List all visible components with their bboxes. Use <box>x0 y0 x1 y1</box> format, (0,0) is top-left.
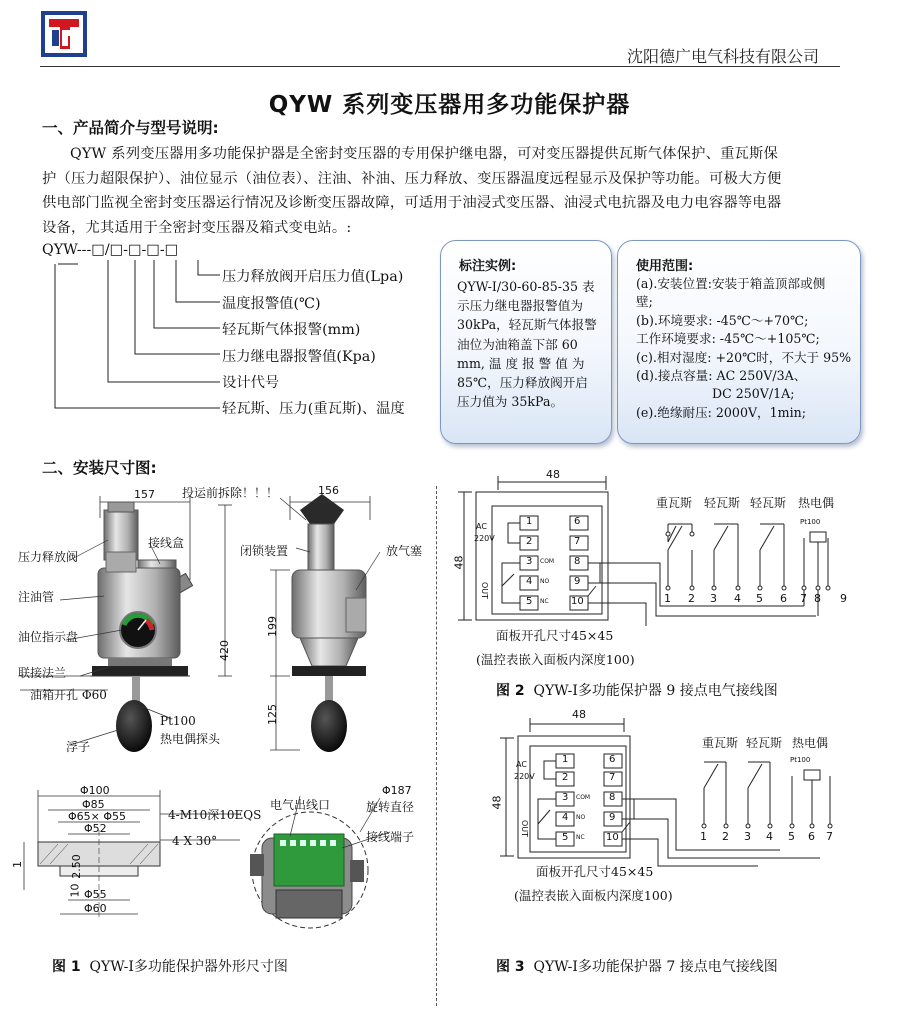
usage-line: (e).绝缘耐压: 2000V，1min; <box>636 404 806 420</box>
fig2-term-7: 7 <box>574 536 581 547</box>
fig3-pin-2: 2 <box>722 830 729 843</box>
fig3-nc: NC <box>576 834 585 841</box>
fig2-term-2: 2 <box>526 536 533 547</box>
label-oil-gauge: 油位指示盘 <box>18 630 79 644</box>
dim-d100: Φ100 <box>80 784 110 797</box>
dim-125: 125 <box>266 704 279 725</box>
fig3-pt100: Pt100 <box>790 756 811 764</box>
usage-line: 壁; <box>636 294 653 310</box>
label-tank-hole: 油箱开孔 Φ60 <box>30 688 107 702</box>
fig3-term-5: 5 <box>562 832 569 843</box>
example-box <box>440 240 612 444</box>
fig2-term-5: 5 <box>526 596 533 607</box>
figure1-title: QYW-Ⅰ多功能保护器外形尺寸图 <box>89 959 288 975</box>
figure2-caption <box>496 680 778 700</box>
usage-line: 工作环境要求: -45℃～+105℃; <box>636 331 820 347</box>
fig3-switch-heavy-gas: 重瓦斯 <box>702 736 739 750</box>
fig2-switch-heavy-gas: 重瓦斯 <box>656 496 693 510</box>
fig3-220v-label: 220V <box>514 772 535 781</box>
fig3-term-1: 1 <box>562 754 569 765</box>
fig2-panel-note: 面板开孔尺寸45×45 <box>496 628 614 643</box>
figure3-number: 图 3 <box>496 959 525 975</box>
fig2-no: NO <box>540 578 550 585</box>
fig2-term-9: 9 <box>574 576 581 587</box>
fig3-term-10: 10 <box>606 832 619 843</box>
fig3-term-3: 3 <box>562 792 569 803</box>
fig2-term-1: 1 <box>526 516 533 527</box>
dim-d60: Φ60 <box>84 902 107 915</box>
fig2-pin-1: 1 <box>664 592 671 605</box>
label-flange: 联接法兰 <box>18 666 67 680</box>
figure2 <box>446 466 866 706</box>
fig3-com: COM <box>576 794 591 801</box>
fig2-pin-9: 9 <box>840 592 847 605</box>
figure3-wiring-diagram <box>446 706 866 876</box>
dim-2-50: 2.50 <box>69 854 83 879</box>
fig3-depth-note: (温控表嵌入面板内深度100) <box>514 888 673 903</box>
fig3-panel-note: 面板开孔尺寸45×45 <box>536 864 654 879</box>
example-line: mm, 温 度 报 警 值 为 <box>457 355 585 371</box>
legend-item-pressure-relay: 压力继电器报警值(Kpa) <box>222 349 376 365</box>
legend-item-relief-pressure: 压力释放阀开启压力值(Lpa) <box>222 269 404 285</box>
fig2-com: COM <box>540 558 555 565</box>
fig2-width-dim: 48 <box>546 468 560 481</box>
fig2-switch-light-gas-2: 轻瓦斯 <box>750 496 787 510</box>
fig2-height-dim: 48 <box>452 555 466 570</box>
dim-10: 10 <box>68 883 82 898</box>
label-probe: 热电偶探头 <box>160 732 221 746</box>
label-bolt-angle: 4 X 30° <box>172 834 218 848</box>
label-cable-outlet: 电气出线口 <box>270 798 331 812</box>
legend-item-light-gas: 轻瓦斯气体报警(mm) <box>222 322 361 338</box>
page-title: QYW 系列变压器用多功能保护器 <box>268 92 631 118</box>
fig2-depth-note: (温控表嵌入面板内深度100) <box>476 652 635 667</box>
intro-paragraph: QYW 系列变压器用多功能保护器是全密封变压器的专用保护继电器，可对变压器提供瓦斯气体保护、重瓦斯保护（压力超限保护）、油位显示（油位表）、注油、补油、压力释放、变压器温度远程显示及保护等功能。可极大方便供电部门监视全密封变压器运行情况及诊断变压器故障，可适用于油浸式变压器、油浸式电抗器及电力电容器等电器设备，尤其适用于全密封变压器及箱式变电站。: <box>42 146 782 236</box>
usage-line: (c).相对湿度: +20℃时，不大于 95% <box>636 349 852 365</box>
dim-199: 199 <box>266 616 279 637</box>
fig2-pin-3: 3 <box>710 592 717 605</box>
figure3 <box>446 706 866 986</box>
fig3-out-label: OUT <box>520 819 530 838</box>
label-junction-box: 接线盒 <box>148 536 185 550</box>
example-line: 示压力继电器报警值为 <box>457 298 583 314</box>
fig2-out-label: OUT <box>480 581 490 600</box>
label-fill-pipe: 注油管 <box>18 590 55 604</box>
usage-line: (d).接点容量: AC 250V/3A、 <box>636 368 807 384</box>
company-logo <box>40 10 88 58</box>
figure-divider <box>436 486 437 1006</box>
dim-d65-d55: Φ65× Φ55 <box>68 810 127 823</box>
usage-line: (b).环境要求: -45℃～+70℃; <box>636 312 809 328</box>
header-rule <box>40 66 840 67</box>
usage-box-title: 使用范围: <box>636 259 694 274</box>
label-pt100: Pt100 <box>160 714 196 728</box>
fig2-pin-7: 7 <box>800 592 807 605</box>
example-line: 30kPa，轻瓦斯气体报警 <box>457 317 597 333</box>
dim-156: 156 <box>318 484 339 497</box>
fig2-term-4: 4 <box>526 576 533 587</box>
fig2-pin-5: 5 <box>756 592 763 605</box>
fig3-pin-6: 6 <box>808 830 815 843</box>
fig2-ac-label: AC <box>476 522 487 531</box>
figure1 <box>0 480 436 1000</box>
fig3-term-8: 8 <box>609 792 616 803</box>
dim-157: 157 <box>134 488 155 501</box>
dim-420: 420 <box>218 640 231 661</box>
company-name: 沈阳德广电气科技有限公司 <box>626 47 819 66</box>
example-box-title: 标注实例: <box>459 259 517 274</box>
section1-heading: 一、产品简介与型号说明: <box>42 119 219 137</box>
dim-d187: Φ187 <box>382 784 412 797</box>
example-line: 85℃，压力释放阀开启 <box>457 375 588 391</box>
example-line: 压力值为 35kPa。 <box>457 394 564 410</box>
dim-d55: Φ55 <box>84 888 107 901</box>
fig2-220v-label: 220V <box>474 534 495 543</box>
label-remove-before-use: 投运前拆除！！！ <box>182 486 279 500</box>
fig2-pin-8: 8 <box>814 592 821 605</box>
figure2-number: 图 2 <box>496 683 525 699</box>
legend-item-temp-alarm: 温度报警值(℃) <box>222 296 321 312</box>
fig3-switch-thermocouple: 热电偶 <box>792 736 829 750</box>
fig3-no: NO <box>576 814 586 821</box>
usage-line: (a).安装位置:安装于箱盖顶部或侧 <box>636 276 826 291</box>
fig3-pin-7: 7 <box>826 830 833 843</box>
fig2-pin-2: 2 <box>688 592 695 605</box>
dim-d52: Φ52 <box>84 822 107 835</box>
fig3-term-2: 2 <box>562 772 569 783</box>
fig2-pin-6: 6 <box>780 592 787 605</box>
fig3-term-4: 4 <box>562 812 569 823</box>
fig2-nc: NC <box>540 598 549 605</box>
fig3-switch-light-gas: 轻瓦斯 <box>746 736 783 750</box>
label-lock-device: 闭锁装置 <box>240 544 289 558</box>
fig2-term-8: 8 <box>574 556 581 567</box>
legend-item-design-code: 设计代号 <box>222 375 280 391</box>
fig3-term-7: 7 <box>609 772 616 783</box>
model-code: QYW---□/□-□-□-□ <box>42 242 179 258</box>
fig3-pin-5: 5 <box>788 830 795 843</box>
fig3-pin-1: 1 <box>700 830 707 843</box>
fig2-switch-light-gas-1: 轻瓦斯 <box>704 496 741 510</box>
label-relief-valve: 压力释放阀 <box>18 550 79 564</box>
label-terminal-block: 接线端子 <box>366 830 415 844</box>
legend-item-functions: 轻瓦斯、压力(重瓦斯)、温度 <box>222 401 405 417</box>
figure1-number: 图 1 <box>52 959 81 975</box>
section2-heading: 二、安装尺寸图: <box>42 459 157 477</box>
fig3-pin-4: 4 <box>766 830 773 843</box>
dim-1: 1 <box>11 861 24 868</box>
model-code-leader-lines <box>50 258 230 418</box>
figure1-caption <box>52 956 288 976</box>
label-vent-plug: 放气塞 <box>386 544 423 558</box>
example-line: 油位为油箱盖下部 60 <box>457 336 578 352</box>
example-line: QYW-Ⅰ/30-60-85-35 表 <box>457 279 595 294</box>
fig2-term-10: 10 <box>571 596 584 607</box>
fig2-switch-thermocouple: 热电偶 <box>798 496 835 510</box>
fig2-pt100: Pt100 <box>800 518 821 526</box>
fig3-width-dim: 48 <box>572 708 586 721</box>
dim-d85: Φ85 <box>82 798 105 811</box>
fig2-term-6: 6 <box>574 516 581 527</box>
figure2-title: QYW-Ⅰ多功能保护器 9 接点电气接线图 <box>533 683 778 699</box>
fig2-term-3: 3 <box>526 556 533 567</box>
fig3-term-6: 6 <box>609 754 616 765</box>
fig2-pin-4: 4 <box>734 592 741 605</box>
usage-box <box>617 240 861 444</box>
fig3-pin-3: 3 <box>744 830 751 843</box>
fig3-ac-label: AC <box>516 760 527 769</box>
label-float: 浮子 <box>66 740 91 754</box>
fig3-term-9: 9 <box>609 812 616 823</box>
figure3-caption <box>496 956 778 976</box>
label-bolt-holes: 4-M10深10EQS <box>168 808 262 822</box>
fig3-height-dim: 48 <box>490 795 504 810</box>
figure3-title: QYW-Ⅰ多功能保护器 7 接点电气接线图 <box>533 959 778 975</box>
usage-line: DC 250V/1A; <box>712 386 795 402</box>
label-rotation-diameter: 旋转直径 <box>366 800 415 814</box>
